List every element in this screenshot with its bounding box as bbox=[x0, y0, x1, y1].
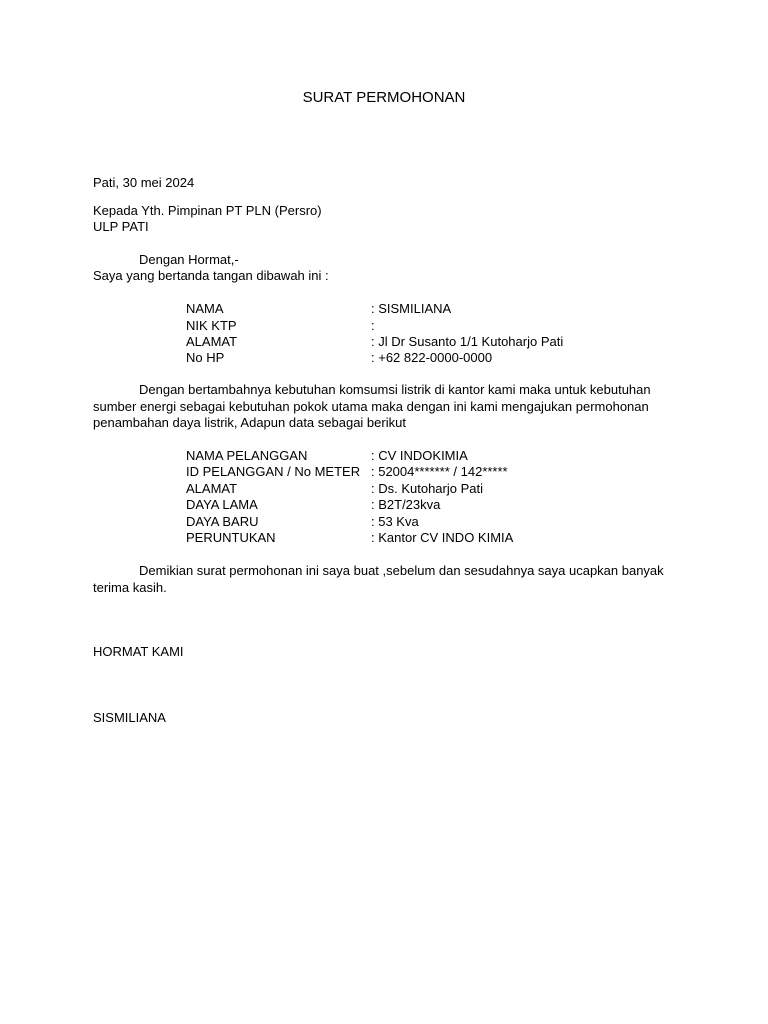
applicant-value-address: : Jl Dr Susanto 1/1 Kutoharjo Pati bbox=[371, 334, 564, 349]
closing-paragraph bbox=[93, 563, 673, 596]
body-paragraph bbox=[93, 382, 673, 432]
applicant-label-address: ALAMAT bbox=[186, 334, 238, 349]
customer-value-address: : Ds. Kutoharjo Pati bbox=[371, 481, 483, 496]
place-date: Pati, 30 mei 2024 bbox=[93, 175, 195, 190]
customer-value-new-power: : 53 Kva bbox=[371, 514, 419, 529]
customer-value-purpose: : Kantor CV INDO KIMIA bbox=[371, 530, 514, 545]
applicant-value-phone: : +62 822-0000-0000 bbox=[371, 350, 493, 365]
signatory-name: SISMILIANA bbox=[93, 710, 166, 725]
salutation: Dengan Hormat,- bbox=[139, 252, 239, 267]
closing-paragraph-text: Demikian surat permohonan ini saya buat ,sebelum dan sesudahnya saya ucapkan banyak terima kasih. bbox=[93, 563, 664, 595]
customer-label-name: NAMA PELANGGAN bbox=[186, 448, 308, 463]
regards: HORMAT KAMI bbox=[93, 644, 184, 659]
customer-label-old-power: DAYA LAMA bbox=[186, 497, 258, 512]
intro-text: Saya yang bertanda tangan dibawah ini : bbox=[93, 268, 329, 283]
body-paragraph-text: Dengan bertambahnya kebutuhan komsumsi listrik di kantor kami maka untuk kebutuhan sumber energi sebagai kebutuhan pokok utama maka dengan ini kami mengajukan permohonan penambahan daya listrik, Adapun data sebagai berikut bbox=[93, 382, 651, 430]
customer-label-new-power: DAYA BARU bbox=[186, 514, 259, 529]
customer-value-id: : 52004******* / 142***** bbox=[371, 464, 508, 479]
customer-value-old-power: : B2T/23kva bbox=[371, 497, 441, 512]
recipient-line-1: Kepada Yth. Pimpinan PT PLN (Persro) bbox=[93, 203, 322, 218]
document-title: SURAT PERMOHONAN bbox=[302, 89, 466, 106]
applicant-value-nik: : bbox=[371, 318, 375, 333]
applicant-label-nik: NIK KTP bbox=[186, 318, 237, 333]
customer-label-address: ALAMAT bbox=[186, 481, 238, 496]
applicant-label-name: NAMA bbox=[186, 301, 224, 316]
customer-label-id: ID PELANGGAN / No METER bbox=[186, 464, 361, 479]
applicant-value-name: : SISMILIANA bbox=[371, 301, 452, 316]
customer-label-purpose: PERUNTUKAN bbox=[186, 530, 276, 545]
customer-value-name: : CV INDOKIMIA bbox=[371, 448, 468, 463]
applicant-label-phone: No HP bbox=[186, 350, 225, 365]
recipient-line-2: ULP PATI bbox=[93, 219, 149, 234]
